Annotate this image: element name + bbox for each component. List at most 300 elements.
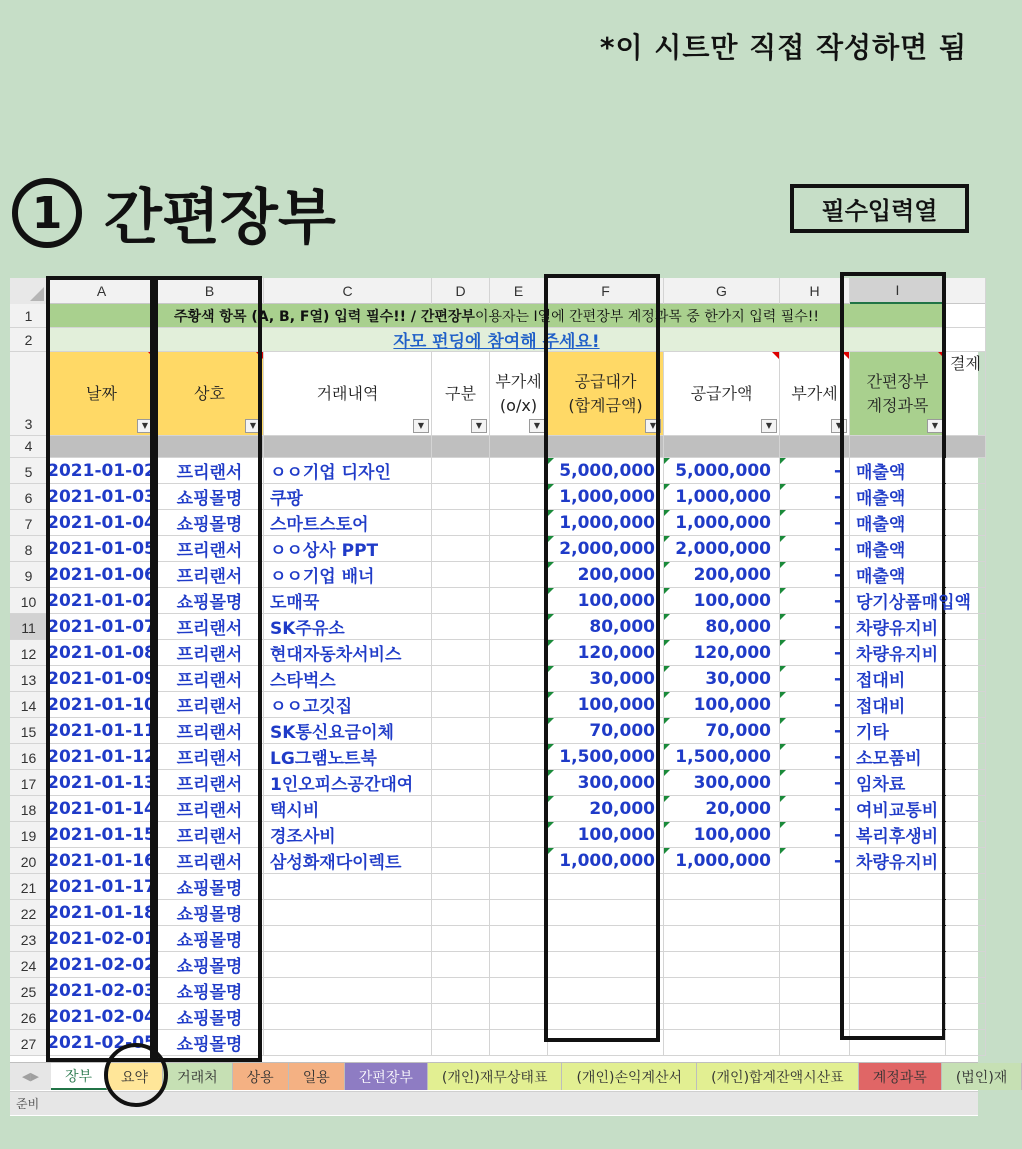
vendor-cell[interactable]	[156, 692, 264, 717]
row-number[interactable]: 18	[10, 796, 48, 821]
row-number[interactable]: 23	[10, 926, 48, 951]
description-cell[interactable]	[264, 952, 432, 977]
row-number[interactable]: 11	[10, 614, 48, 639]
description-cell[interactable]	[264, 484, 432, 509]
row-number[interactable]: 7	[10, 510, 48, 535]
vat-flag-cell[interactable]	[490, 536, 548, 561]
cell[interactable]	[946, 770, 986, 795]
header-date[interactable]	[48, 352, 156, 435]
vat-flag-cell[interactable]	[490, 978, 548, 1003]
type-cell[interactable]	[432, 458, 490, 483]
description-cell[interactable]	[264, 822, 432, 847]
supply-total-cell[interactable]	[548, 588, 664, 613]
type-cell[interactable]	[432, 510, 490, 535]
sheet-tab[interactable]: 요약	[107, 1063, 163, 1090]
description-cell[interactable]	[264, 1030, 432, 1055]
vat-flag-cell[interactable]	[490, 666, 548, 691]
supply-value-cell[interactable]	[664, 926, 780, 951]
type-cell[interactable]	[432, 952, 490, 977]
vendor-cell[interactable]	[156, 1030, 264, 1055]
vendor-cell[interactable]	[156, 874, 264, 899]
date-cell[interactable]	[48, 926, 156, 951]
filter-dropdown-icon[interactable]: ▼	[927, 419, 943, 433]
cell[interactable]	[156, 436, 264, 457]
date-cell[interactable]	[48, 1004, 156, 1029]
row-number[interactable]: 16	[10, 744, 48, 769]
vat-cell[interactable]	[780, 1030, 850, 1055]
type-cell[interactable]	[432, 536, 490, 561]
supply-value-cell[interactable]	[664, 510, 780, 535]
vat-cell[interactable]	[780, 978, 850, 1003]
vendor-cell[interactable]	[156, 588, 264, 613]
type-cell[interactable]	[432, 874, 490, 899]
vendor-cell[interactable]	[156, 978, 264, 1003]
supply-value-cell[interactable]	[664, 1030, 780, 1055]
row-number[interactable]: 25	[10, 978, 48, 1003]
sheet-tab[interactable]: 장부	[51, 1063, 107, 1090]
row-number[interactable]: 15	[10, 718, 48, 743]
supply-value-cell[interactable]	[664, 614, 780, 639]
vat-flag-cell[interactable]	[490, 848, 548, 873]
supply-total-cell[interactable]	[548, 900, 664, 925]
account-cell[interactable]	[850, 718, 946, 743]
type-cell[interactable]	[432, 666, 490, 691]
supply-total-cell[interactable]	[548, 536, 664, 561]
row-number[interactable]: 5	[10, 458, 48, 483]
description-cell[interactable]	[264, 562, 432, 587]
type-cell[interactable]	[432, 718, 490, 743]
vat-cell[interactable]	[780, 718, 850, 743]
vat-cell[interactable]	[780, 822, 850, 847]
cell[interactable]	[946, 484, 986, 509]
date-cell[interactable]	[48, 510, 156, 535]
date-cell[interactable]	[48, 978, 156, 1003]
description-cell[interactable]	[264, 1004, 432, 1029]
sheet-tab[interactable]: 간편장부	[345, 1063, 428, 1090]
cell[interactable]	[946, 458, 986, 483]
account-cell[interactable]	[850, 822, 946, 847]
column-header-b[interactable]: B	[156, 278, 264, 304]
type-cell[interactable]	[432, 796, 490, 821]
date-cell[interactable]	[48, 640, 156, 665]
description-cell[interactable]	[264, 796, 432, 821]
date-cell[interactable]	[48, 692, 156, 717]
row-number[interactable]: 3	[10, 352, 48, 435]
filter-dropdown-icon[interactable]: ▼	[245, 419, 261, 433]
type-cell[interactable]	[432, 1004, 490, 1029]
row-number[interactable]: 9	[10, 562, 48, 587]
type-cell[interactable]	[432, 562, 490, 587]
filter-dropdown-icon[interactable]: ▼	[413, 419, 429, 433]
account-cell[interactable]	[850, 640, 946, 665]
header-description[interactable]	[264, 352, 432, 435]
vat-flag-cell[interactable]	[490, 926, 548, 951]
cell[interactable]	[780, 436, 850, 457]
cell[interactable]	[664, 436, 780, 457]
column-header-c[interactable]: C	[264, 278, 432, 304]
description-cell[interactable]	[264, 718, 432, 743]
row-number[interactable]: 1	[10, 304, 48, 327]
account-cell[interactable]	[850, 926, 946, 951]
date-cell[interactable]	[48, 1030, 156, 1055]
row-number[interactable]: 24	[10, 952, 48, 977]
account-cell[interactable]	[850, 978, 946, 1003]
supply-total-cell[interactable]	[548, 744, 664, 769]
header-supply-total[interactable]	[548, 352, 664, 435]
supply-total-cell[interactable]	[548, 666, 664, 691]
column-header-f[interactable]: F	[548, 278, 664, 304]
cell[interactable]	[946, 436, 986, 457]
type-cell[interactable]	[432, 770, 490, 795]
column-header-i[interactable]: I	[850, 278, 946, 304]
date-cell[interactable]	[48, 484, 156, 509]
date-cell[interactable]	[48, 770, 156, 795]
vat-cell[interactable]	[780, 952, 850, 977]
sheet-tab[interactable]: 일용	[289, 1063, 345, 1090]
date-cell[interactable]	[48, 458, 156, 483]
vat-flag-cell[interactable]	[490, 1004, 548, 1029]
cell[interactable]	[490, 436, 548, 457]
vendor-cell[interactable]	[156, 822, 264, 847]
date-cell[interactable]	[48, 718, 156, 743]
supply-value-cell[interactable]	[664, 562, 780, 587]
type-cell[interactable]	[432, 744, 490, 769]
supply-total-cell[interactable]	[548, 822, 664, 847]
vat-cell[interactable]	[780, 484, 850, 509]
vendor-cell[interactable]	[156, 510, 264, 535]
date-cell[interactable]	[48, 562, 156, 587]
row-number[interactable]: 19	[10, 822, 48, 847]
cell[interactable]	[946, 640, 986, 665]
vat-cell[interactable]	[780, 796, 850, 821]
type-cell[interactable]	[432, 1030, 490, 1055]
vat-flag-cell[interactable]	[490, 900, 548, 925]
date-cell[interactable]	[48, 848, 156, 873]
description-cell[interactable]	[264, 900, 432, 925]
cell[interactable]	[946, 1004, 986, 1029]
supply-value-cell[interactable]	[664, 458, 780, 483]
vendor-cell[interactable]	[156, 718, 264, 743]
vat-cell[interactable]	[780, 640, 850, 665]
vat-cell[interactable]	[780, 562, 850, 587]
vat-cell[interactable]	[780, 926, 850, 951]
vendor-cell[interactable]	[156, 796, 264, 821]
filter-dropdown-icon[interactable]: ▼	[761, 419, 777, 433]
account-cell[interactable]	[850, 744, 946, 769]
cell[interactable]	[946, 614, 986, 639]
vat-flag-cell[interactable]	[490, 692, 548, 717]
sheet-tab[interactable]: (개인)합계잔액시산표	[697, 1063, 859, 1090]
cell[interactable]	[946, 926, 986, 951]
filter-dropdown-icon[interactable]: ▼	[137, 419, 153, 433]
vat-flag-cell[interactable]	[490, 822, 548, 847]
account-cell[interactable]	[850, 484, 946, 509]
sheet-tab[interactable]: 상용	[233, 1063, 289, 1090]
vendor-cell[interactable]	[156, 848, 264, 873]
vat-cell[interactable]	[780, 536, 850, 561]
column-header-a[interactable]: A	[48, 278, 156, 304]
account-cell[interactable]	[850, 692, 946, 717]
header-supply-value[interactable]	[664, 352, 780, 435]
column-header-j[interactable]	[946, 278, 986, 304]
vat-cell[interactable]	[780, 666, 850, 691]
vat-cell[interactable]	[780, 588, 850, 613]
cell[interactable]	[946, 900, 986, 925]
cell[interactable]	[946, 1030, 986, 1055]
row-number[interactable]: 26	[10, 1004, 48, 1029]
row-number[interactable]: 20	[10, 848, 48, 873]
row-number[interactable]: 27	[10, 1030, 48, 1055]
vat-cell[interactable]	[780, 874, 850, 899]
account-cell[interactable]	[850, 666, 946, 691]
vat-flag-cell[interactable]	[490, 562, 548, 587]
cell[interactable]	[946, 562, 986, 587]
row-number[interactable]: 17	[10, 770, 48, 795]
funding-link[interactable]: 자모 펀딩에 참여해 주세요!	[48, 328, 946, 351]
cell[interactable]	[48, 436, 156, 457]
select-all-corner[interactable]	[10, 278, 48, 304]
vendor-cell[interactable]	[156, 640, 264, 665]
description-cell[interactable]	[264, 510, 432, 535]
description-cell[interactable]	[264, 978, 432, 1003]
description-cell[interactable]	[264, 614, 432, 639]
supply-total-cell[interactable]	[548, 952, 664, 977]
cell[interactable]	[946, 952, 986, 977]
account-cell[interactable]	[850, 796, 946, 821]
description-cell[interactable]	[264, 588, 432, 613]
supply-total-cell[interactable]	[548, 1004, 664, 1029]
vat-flag-cell[interactable]	[490, 744, 548, 769]
sheet-tab[interactable]: 거래처	[163, 1063, 233, 1090]
supply-total-cell[interactable]	[548, 926, 664, 951]
description-cell[interactable]	[264, 874, 432, 899]
account-cell[interactable]	[850, 770, 946, 795]
vat-flag-cell[interactable]	[490, 484, 548, 509]
row-number[interactable]: 22	[10, 900, 48, 925]
description-cell[interactable]	[264, 848, 432, 873]
row-number[interactable]: 10	[10, 588, 48, 613]
description-cell[interactable]	[264, 770, 432, 795]
vat-flag-cell[interactable]	[490, 952, 548, 977]
filter-dropdown-icon[interactable]: ▼	[645, 419, 661, 433]
vat-cell[interactable]	[780, 744, 850, 769]
row-number[interactable]: 14	[10, 692, 48, 717]
type-cell[interactable]	[432, 822, 490, 847]
description-cell[interactable]	[264, 926, 432, 951]
supply-value-cell[interactable]	[664, 848, 780, 873]
cell[interactable]	[946, 666, 986, 691]
vat-cell[interactable]	[780, 692, 850, 717]
supply-value-cell[interactable]	[664, 588, 780, 613]
filter-dropdown-icon[interactable]: ▼	[529, 419, 545, 433]
vendor-cell[interactable]	[156, 770, 264, 795]
date-cell[interactable]	[48, 822, 156, 847]
date-cell[interactable]	[48, 874, 156, 899]
type-cell[interactable]	[432, 848, 490, 873]
type-cell[interactable]	[432, 692, 490, 717]
column-header-d[interactable]: D	[432, 278, 490, 304]
description-cell[interactable]	[264, 640, 432, 665]
vendor-cell[interactable]	[156, 562, 264, 587]
vat-cell[interactable]	[780, 1004, 850, 1029]
supply-total-cell[interactable]	[548, 796, 664, 821]
type-cell[interactable]	[432, 614, 490, 639]
header-vat-flag[interactable]	[490, 352, 548, 435]
account-cell[interactable]	[850, 952, 946, 977]
header-account[interactable]	[850, 352, 946, 435]
supply-value-cell[interactable]	[664, 770, 780, 795]
sheet-tab[interactable]: (개인)재무상태표	[428, 1063, 563, 1090]
account-cell[interactable]	[850, 900, 946, 925]
description-cell[interactable]	[264, 666, 432, 691]
row-number[interactable]: 2	[10, 328, 48, 351]
supply-total-cell[interactable]	[548, 1030, 664, 1055]
cell[interactable]	[946, 510, 986, 535]
vat-flag-cell[interactable]	[490, 718, 548, 743]
vat-flag-cell[interactable]	[490, 1030, 548, 1055]
date-cell[interactable]	[48, 588, 156, 613]
type-cell[interactable]	[432, 640, 490, 665]
cell[interactable]	[946, 328, 986, 351]
tab-scroll-arrows[interactable]	[10, 1063, 51, 1090]
account-cell[interactable]	[850, 510, 946, 535]
prev-arrow-icon[interactable]: ◀	[22, 1070, 31, 1083]
account-cell[interactable]	[850, 1004, 946, 1029]
supply-total-cell[interactable]	[548, 874, 664, 899]
vendor-cell[interactable]	[156, 614, 264, 639]
vat-flag-cell[interactable]	[490, 510, 548, 535]
description-cell[interactable]	[264, 692, 432, 717]
supply-value-cell[interactable]	[664, 666, 780, 691]
supply-value-cell[interactable]	[664, 1004, 780, 1029]
row-number[interactable]: 8	[10, 536, 48, 561]
column-header-g[interactable]: G	[664, 278, 780, 304]
cell[interactable]	[432, 436, 490, 457]
header-payment[interactable]	[946, 352, 986, 435]
vat-flag-cell[interactable]	[490, 770, 548, 795]
vendor-cell[interactable]	[156, 1004, 264, 1029]
description-cell[interactable]	[264, 744, 432, 769]
vat-cell[interactable]	[780, 900, 850, 925]
vat-flag-cell[interactable]	[490, 640, 548, 665]
vendor-cell[interactable]	[156, 952, 264, 977]
type-cell[interactable]	[432, 926, 490, 951]
vat-flag-cell[interactable]	[490, 614, 548, 639]
supply-value-cell[interactable]	[664, 692, 780, 717]
date-cell[interactable]	[48, 952, 156, 977]
row-number[interactable]: 13	[10, 666, 48, 691]
supply-total-cell[interactable]	[548, 640, 664, 665]
vat-cell[interactable]	[780, 770, 850, 795]
vendor-cell[interactable]	[156, 666, 264, 691]
row-number[interactable]: 12	[10, 640, 48, 665]
account-cell[interactable]	[850, 1030, 946, 1055]
date-cell[interactable]	[48, 614, 156, 639]
supply-value-cell[interactable]	[664, 484, 780, 509]
filter-dropdown-icon[interactable]: ▼	[471, 419, 487, 433]
supply-value-cell[interactable]	[664, 744, 780, 769]
supply-value-cell[interactable]	[664, 718, 780, 743]
account-cell[interactable]	[850, 874, 946, 899]
cell[interactable]	[946, 718, 986, 743]
vat-cell[interactable]	[780, 458, 850, 483]
cell[interactable]	[946, 536, 986, 561]
cell[interactable]	[946, 796, 986, 821]
type-cell[interactable]	[432, 484, 490, 509]
supply-value-cell[interactable]	[664, 900, 780, 925]
sheet-tab[interactable]: (법인)재	[942, 1063, 1022, 1090]
vat-flag-cell[interactable]	[490, 458, 548, 483]
supply-total-cell[interactable]	[548, 562, 664, 587]
row-number[interactable]: 21	[10, 874, 48, 899]
column-header-e[interactable]: E	[490, 278, 548, 304]
supply-total-cell[interactable]	[548, 692, 664, 717]
supply-value-cell[interactable]	[664, 796, 780, 821]
account-cell[interactable]	[850, 848, 946, 873]
account-cell[interactable]	[850, 536, 946, 561]
sheet-tab[interactable]: (개인)손익계산서	[562, 1063, 697, 1090]
supply-total-cell[interactable]	[548, 718, 664, 743]
date-cell[interactable]	[48, 900, 156, 925]
filter-dropdown-icon[interactable]: ▼	[831, 419, 847, 433]
supply-total-cell[interactable]	[548, 614, 664, 639]
supply-value-cell[interactable]	[664, 536, 780, 561]
account-cell[interactable]	[850, 588, 971, 613]
vat-flag-cell[interactable]	[490, 796, 548, 821]
description-cell[interactable]	[264, 458, 432, 483]
date-cell[interactable]	[48, 536, 156, 561]
vat-cell[interactable]	[780, 510, 850, 535]
column-header-h[interactable]: H	[780, 278, 850, 304]
vat-flag-cell[interactable]	[490, 588, 548, 613]
cell[interactable]	[946, 874, 986, 899]
account-cell[interactable]	[850, 562, 946, 587]
row-number[interactable]: 6	[10, 484, 48, 509]
cell[interactable]	[946, 978, 986, 1003]
sheet-tab[interactable]: 계정과목	[859, 1063, 942, 1090]
cell[interactable]	[946, 692, 986, 717]
cell[interactable]	[264, 436, 432, 457]
cell[interactable]	[548, 436, 664, 457]
cell[interactable]	[946, 848, 986, 873]
account-cell[interactable]	[850, 458, 946, 483]
supply-total-cell[interactable]	[548, 770, 664, 795]
type-cell[interactable]	[432, 900, 490, 925]
vendor-cell[interactable]	[156, 484, 264, 509]
account-cell[interactable]	[850, 614, 946, 639]
supply-total-cell[interactable]	[548, 484, 664, 509]
date-cell[interactable]	[48, 796, 156, 821]
cell[interactable]	[946, 744, 986, 769]
supply-value-cell[interactable]	[664, 978, 780, 1003]
supply-total-cell[interactable]	[548, 510, 664, 535]
date-cell[interactable]	[48, 666, 156, 691]
header-vat[interactable]	[780, 352, 850, 435]
vat-cell[interactable]	[780, 614, 850, 639]
vendor-cell[interactable]	[156, 458, 264, 483]
type-cell[interactable]	[432, 978, 490, 1003]
cell[interactable]	[946, 822, 986, 847]
next-arrow-icon[interactable]: ▶	[30, 1070, 39, 1083]
supply-total-cell[interactable]	[548, 978, 664, 1003]
vendor-cell[interactable]	[156, 900, 264, 925]
supply-total-cell[interactable]	[548, 458, 664, 483]
header-vendor[interactable]	[156, 352, 264, 435]
description-cell[interactable]	[264, 536, 432, 561]
cell[interactable]	[946, 304, 986, 327]
date-cell[interactable]	[48, 744, 156, 769]
vendor-cell[interactable]	[156, 926, 264, 951]
